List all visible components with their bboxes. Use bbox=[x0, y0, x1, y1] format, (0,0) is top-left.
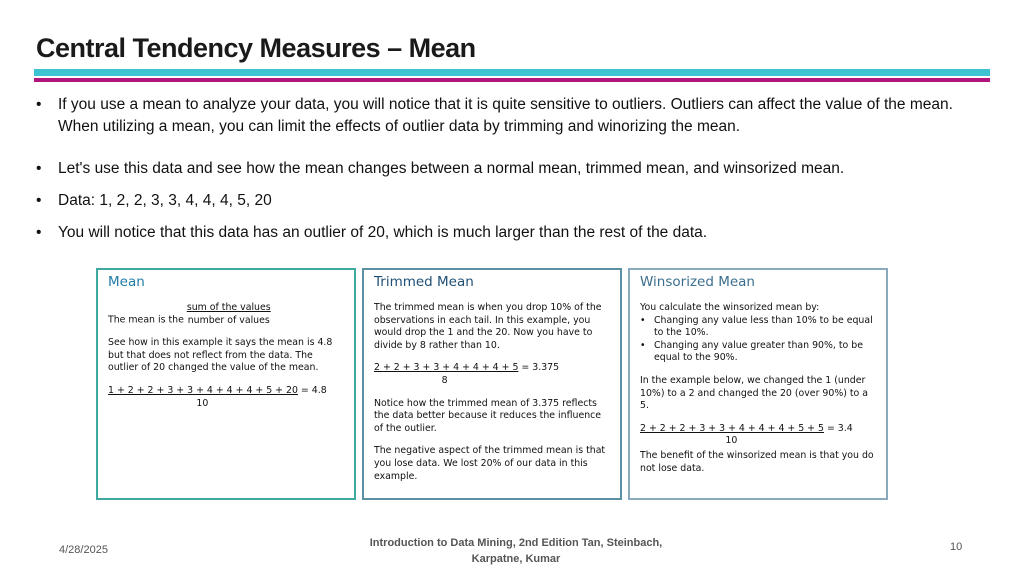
trimmed-notice: Notice how the trimmed mean of 3.375 reflects the data better because it reduces the influence of the outlier. bbox=[374, 397, 602, 434]
bullet-text: Let's use this data and see how the mean changes between a normal mean, trimmed mean, and winsorized mean. bbox=[58, 160, 845, 177]
winsorized-panel-heading: Winsorized Mean bbox=[640, 274, 755, 290]
winsorized-item-text: Changing any value greater than 90%, to be equal to the 90%. bbox=[654, 339, 863, 364]
trimmed-eq-denominator: 8 bbox=[441, 374, 448, 386]
mean-panel bbox=[96, 268, 356, 500]
winsorized-item-text: Changing any value less than 10% to be equal to the 10%. bbox=[654, 314, 873, 339]
trimmed-eq-result: = 3.375 bbox=[518, 362, 560, 374]
mean-eq-numerator: 1 + 2 + 2 + 3 + 3 + 4 + 4 + 4 + 5 + 20 bbox=[108, 384, 298, 396]
trimmed-panel-heading: Trimmed Mean bbox=[374, 274, 474, 290]
winsorized-eq-numerator: 2 + 2 + 2 + 3 + 3 + 4 + 4 + 4 + 5 + 5 bbox=[640, 422, 824, 434]
mean-equation-fraction bbox=[108, 385, 327, 410]
mean-eq-row bbox=[108, 385, 327, 396]
winsorized-mean-panel bbox=[628, 268, 888, 500]
bullet-item bbox=[34, 158, 994, 180]
mean-definition bbox=[108, 302, 344, 327]
trimmed-explanation: The trimmed mean is when you drop 10% of the observations in each tail. In this example, you would drop the 1 and the 20. Now you have to divide by 8 rather than 10. bbox=[374, 302, 602, 351]
footer-date: 4/28/2025 bbox=[59, 544, 108, 556]
trimmed-eq-row bbox=[374, 362, 559, 373]
mean-eq-result: = 4.8 bbox=[297, 384, 327, 396]
winsorized-eq-result: = 3.4 bbox=[823, 422, 853, 434]
trimmed-negative: The negative aspect of the trimmed mean is that you lose data. We lost 20% of our data in this example. bbox=[374, 445, 606, 482]
title-rule-cyan bbox=[34, 69, 990, 76]
bullet-dot-icon: • bbox=[36, 96, 42, 113]
winsorized-eq-denominator: 10 bbox=[725, 435, 738, 447]
mean-panel-heading: Mean bbox=[108, 274, 145, 290]
slide-title: Central Tendency Measures – Mean bbox=[36, 33, 476, 63]
mean-def-numerator: sum of the values bbox=[186, 302, 271, 313]
winsorized-list-item bbox=[640, 315, 876, 340]
trimmed-equation bbox=[374, 362, 610, 387]
winsorized-list-item bbox=[640, 340, 876, 365]
bullet-dot-icon: • bbox=[640, 314, 646, 326]
mean-def-fraction bbox=[187, 302, 271, 327]
page-number: 10 bbox=[950, 541, 963, 553]
mean-equation bbox=[108, 385, 344, 410]
bullet-dot-icon: • bbox=[36, 192, 42, 209]
mean-explanation: See how in this example it says the mean is 4.8 but that does not reflect from the data. The outlier of 20 changed the value of the mean. bbox=[108, 337, 333, 374]
bullet-item bbox=[34, 94, 994, 138]
winsorized-equation-fraction bbox=[640, 423, 853, 448]
winsorized-example: In the example below, we changed the 1 (under 10%) to a 2 and changed the 20 (over 90%) to a 5. bbox=[640, 374, 869, 412]
bullet-text: If you use a mean to analyze your data, you will notice that it is quite sensitive to outliers. Outliers can affect the value of the mean. When utilizing a mean, you can limit the effects of outlier data by trimming and winorizing the mean. bbox=[58, 96, 953, 135]
mean-def-prefix: The mean is the bbox=[108, 314, 187, 326]
bullet-item bbox=[34, 190, 994, 212]
winsorized-benefit: The benefit of the winsorized mean is that you do not lose data. bbox=[640, 449, 874, 474]
title-rule-magenta bbox=[34, 78, 990, 82]
winsorized-equation bbox=[640, 423, 876, 448]
trimmed-mean-panel bbox=[362, 268, 622, 500]
bullet-text: Data: 1, 2, 2, 3, 3, 4, 4, 4, 5, 20 bbox=[58, 192, 272, 209]
trimmed-eq-numerator: 2 + 2 + 3 + 3 + 4 + 4 + 4 + 5 bbox=[374, 362, 519, 374]
bullet-dot-icon: • bbox=[640, 339, 646, 351]
bullet-dot-icon: • bbox=[36, 160, 42, 177]
winsorized-eq-row bbox=[640, 423, 853, 434]
bullet-dot-icon: • bbox=[36, 224, 42, 241]
bullet-list bbox=[34, 94, 994, 254]
winsorized-intro: You calculate the winsorized mean by: bbox=[640, 302, 820, 313]
footer-source: Introduction to Data Mining, 2nd Edition Tan, Steinbach, Karpatne, Kumar bbox=[369, 537, 663, 565]
mean-eq-denominator: 10 bbox=[196, 397, 209, 409]
trimmed-equation-fraction bbox=[374, 362, 559, 387]
bullet-text: You will notice that this data has an outlier of 20, which is much larger than the rest of the data. bbox=[58, 224, 708, 241]
bullet-item bbox=[34, 222, 994, 244]
mean-def-denominator: number of values bbox=[187, 314, 270, 326]
